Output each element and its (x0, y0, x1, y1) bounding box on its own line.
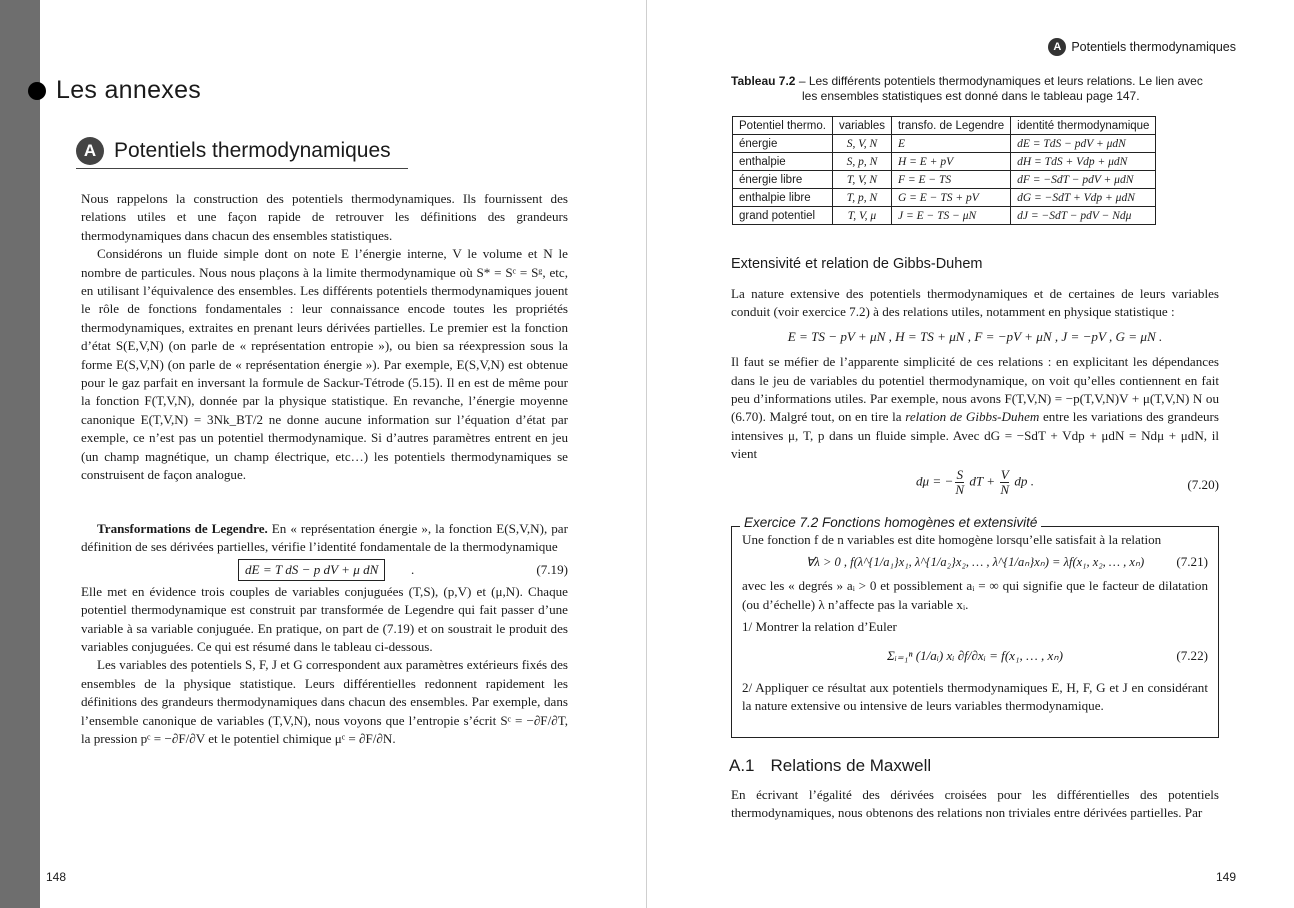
table-header-row (733, 117, 1156, 135)
table-cell: T, V, μ (832, 207, 891, 225)
paragraph-maxwell: En écrivant l’égalité des dérivées croisées pour les différentielles des potentiels thermodynamiques, nous obtenons des relations non triviales entre dérivées partielles. Par (731, 787, 1219, 821)
annex-title: Les annexes (56, 76, 202, 104)
table-cell: S, V, N (832, 135, 891, 153)
frac-den: N (955, 481, 965, 497)
table-cell: dG = −SdT + Vdp + μdN (1011, 189, 1156, 207)
table-cell: E (891, 135, 1010, 153)
caution-text-a: Il faut se méfier de l’apparente simplicité de ces relations : en explicitant les dépendances dans le jeu de variables du potentiel thermodynamique, on voit qu’elles contiennent en fait peu d’informations utiles. Par exemple, nous avons F(T,V,N) = −p(T,V,N)V + μ(T,V,N) N ou (6.70). Malgré tout, on en tire la (731, 354, 1219, 425)
potentials-table (732, 116, 1156, 225)
caption-label: Tableau 7.2 (731, 74, 796, 88)
table-cell: F = E − TS (891, 171, 1010, 189)
page-number: 149 (1215, 870, 1236, 884)
exercise-box (731, 515, 1219, 738)
paragraph-conjugate: Elle met en évidence trois couples de variables conjuguées (T,S), (p,V) et (μ,N). Chaque potentiel thermodynamique est construit par transformée de Legendre qui fait passer d’une variable à sa variable conjuguée. En pratique, on part de (7.19) et on soustrait le produit des variables conjuguées. Ce qui est résumé dans le tableau ci-dessous. (81, 583, 568, 655)
legendre-heading: Transformations de Legendre. (97, 521, 268, 536)
page-149 (647, 0, 1294, 908)
margin-bar (0, 0, 40, 908)
page-148 (40, 0, 646, 908)
table-cell: énergie libre (733, 171, 833, 189)
table-cell: dF = −SdT − pdV + μdN (1011, 171, 1156, 189)
table-cell: enthalpie libre (733, 189, 833, 207)
table-row (733, 171, 1156, 189)
exercise-question-1: 1/ Montrer la relation d’Euler (742, 619, 897, 635)
table-cell: grand potentiel (733, 207, 833, 225)
exercise-degrees: avec les « degrés » aᵢ > 0 et possiblement aᵢ = ∞ qui signifie que le facteur de dilatation (ou d’échelle) λ n’affecte pas la variable xᵢ. (742, 578, 1208, 612)
gibbs-duhem-block (731, 285, 1219, 504)
bullet-icon (28, 82, 46, 100)
section-badge: A (76, 137, 104, 165)
table-row (733, 207, 1156, 225)
table-row (733, 135, 1156, 153)
fraction-v-n (1000, 468, 1009, 497)
paragraph-extensive: La nature extensive des potentiels thermodynamiques et de certaines de leurs variables conduit (voir exercice 7.2) à des relations utiles, notamment en physique statistique : (731, 286, 1219, 320)
frac-num: V (1000, 466, 1009, 482)
section-a1-title: Relations de Maxwell (770, 756, 932, 775)
caution-text-b: entre les variations des grandeurs intensives μ, T, p dans un fluide simple. Avec dG = −SdT + Vdp + μdN = Ndμ + μdN, il vient (731, 409, 1220, 462)
equation-number: (7.20) (1187, 476, 1219, 492)
maxwell-text (731, 786, 1219, 823)
gd-mid: dT + (966, 473, 999, 489)
table-header: identité thermodynamique (1011, 117, 1156, 135)
running-badge: A (1048, 38, 1066, 56)
body-text-left (81, 190, 568, 485)
equation-number: (7.19) (536, 561, 568, 577)
euler-equation: Σᵢ₌₁ⁿ (1/aᵢ) xᵢ ∂f/∂xᵢ = f(x₁, … , xₙ) (887, 647, 1063, 663)
exercise-question-2: 2/ Appliquer ce résultat aux potentiels thermodynamiques E, H, F, G et J en considérant la nature extensive ou intensive de leurs variables thermodynamique. (742, 679, 1208, 714)
table-cell: S, p, N (832, 153, 891, 171)
relations-equation: E = TS − pV + μN , H = TS + μN , F = −pV + μN , J = −pV , G = μN . (787, 328, 1163, 344)
table-cell: H = E + pV (891, 153, 1010, 171)
paragraph-fluid: Considérons un fluide simple dont on note E l’énergie interne, V le volume et N le nombre de particules. Nous nous plaçons à la limite thermodynamique où S* = Sᶜ = Sᵍ, etc, en utilisant l’équivalence des ensembles. Les différents potentiels thermodynamiques jouent le rôle de fonctions fondamentales : leur connaissance encode toutes les propriétés thermodynamiques, extraites en prenant leurs dérivées partielles. Le premier est la fonction d’état S(E,V,N) (on parle de « représentation entropie »), ou bien sa réexpression sous la forme E(S,V,N) (on parle de « représentation énergie »). Par exemple, E(S,V,N) est obtenue pour le gaz parfait en inversant la formule de Sackur-Tétrode (5.15). Il en est de même pour la fonction F(T,V,N), donnée par la physique statistique. En revanche, l’énergie moyenne canonique E(T,V,N) = 3Nk_BT/2 ne donne aucune information sur l’équation d’état par exemple, ce n’est pas un potentiel thermodynamique. Si d’autres paramètres entrent en jeu (un champ magnétique, un champ électrique, etc…) les potentiels thermodynamiques se construisent de façon analogue. (81, 246, 568, 483)
table-caption (731, 74, 1231, 104)
caption-text: – Les différents potentiels thermodynamiques et leurs relations. Le lien avec (795, 74, 1203, 88)
equation-number: (7.21) (1176, 554, 1208, 570)
legendre-block (81, 520, 568, 748)
section-number: A.1 (729, 756, 755, 775)
subsection-heading: Extensivité et relation de Gibbs-Duhem (731, 256, 983, 272)
table-row (733, 153, 1156, 171)
table-cell: dJ = −SdT − pdV − Ndμ (1011, 207, 1156, 225)
section-a1-heading (729, 756, 931, 776)
table-cell: G = E − TS + pV (891, 189, 1010, 207)
paragraph-variables: Les variables des potentiels S, F, J et G correspondent aux paramètres extérieurs fixés des ensembles de la physique statistique. Leurs différentielles redonnent rapidement les définitions des grandeurs thermodynamiques dans chacun des ensembles. Par exemple, dans l’ensemble canonique de variables (T,V,N), nous voyons que l’entropie s’écrit Sᶜ = −∂F/∂T, la pression pᶜ = −∂F/∂V et le potentiel chimique μᶜ = ∂F/∂N. (81, 657, 568, 747)
annex-heading (28, 76, 201, 105)
exercise-title: Exercice 7.2 Fonctions homogènes et extensivité (740, 515, 1041, 530)
table-cell: J = E − TS − μN (891, 207, 1010, 225)
equation-7-21 (742, 549, 1208, 577)
table-cell: énergie (733, 135, 833, 153)
page-number: 148 (46, 870, 67, 884)
table-header: transfo. de Legendre (891, 117, 1010, 135)
gibbs-duhem-term: relation de Gibbs-Duhem (905, 409, 1040, 425)
caption-text-2: les ensembles statistiques est donné dans le tableau page 147. (802, 89, 1140, 103)
exercise-body (742, 531, 1208, 715)
frac-den: N (1000, 481, 1010, 497)
running-title: Potentiels thermodynamiques (1071, 40, 1236, 54)
paragraph-intro: Nous rappelons la construction des potentiels thermodynamiques. Ils fournissent des relations utiles et une façon rapide de retrouver les définitions des grandeurs thermodynamiques dans chacun des ensembles statistiques. (81, 191, 568, 243)
frac-num: S (956, 466, 963, 482)
paragraph-caution (731, 353, 1219, 463)
table-header: variables (832, 117, 891, 135)
table-row (733, 189, 1156, 207)
equation-7-20 (731, 464, 1219, 504)
table-cell: enthalpie (733, 153, 833, 171)
section-heading (76, 137, 408, 169)
fraction-s-n (955, 468, 964, 497)
table-header: Potentiel thermo. (733, 117, 833, 135)
homogeneity-equation: ∀λ > 0 , f(λ^{1/a₁}x₁, λ^{1/a₂}x₂, … , λ^{1/aₙ}xₙ) = λf(x₁, x₂, … , xₙ) (805, 555, 1145, 570)
equation-box: dE = T dS − p dV + μ dN (238, 559, 385, 581)
equation-7-22 (742, 637, 1208, 679)
section-title: Potentiels thermodynamiques (114, 139, 391, 162)
equation-7-19 (81, 557, 568, 583)
table-cell: dH = TdS + Vdp + μdN (1011, 153, 1156, 171)
table-cell: T, V, N (832, 171, 891, 189)
gd-lhs: dμ = − (916, 473, 954, 489)
equation-number: (7.22) (1176, 647, 1208, 663)
gd-end: dp . (1011, 473, 1034, 489)
table-cell: dE = TdS − pdV + μdN (1011, 135, 1156, 153)
legendre-text: En « représentation énergie », la fonction E(S,V,N), par définition de ses dérivées partielles, vérifie l’identité fondamentale de la thermodynamique (81, 521, 568, 555)
equation-dot: . (411, 561, 415, 577)
table-cell: T, p, N (832, 189, 891, 207)
exercise-intro: Une fonction f de n variables est dite homogène lorsqu’elle satisfait à la relation (742, 532, 1162, 547)
running-header (1048, 38, 1236, 56)
